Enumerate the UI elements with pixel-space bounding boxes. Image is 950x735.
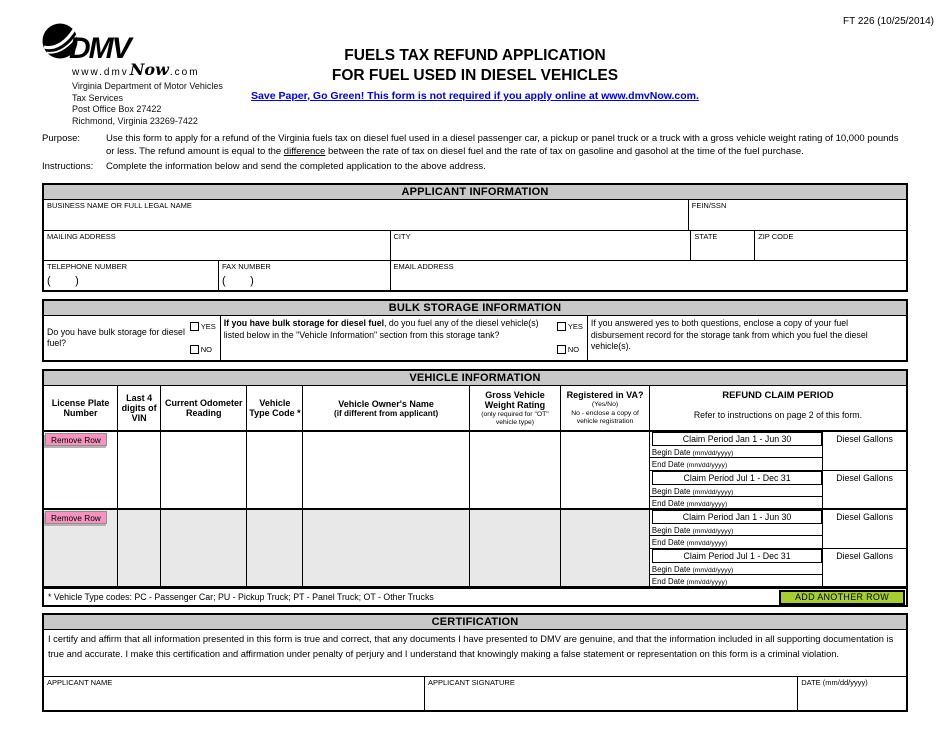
diesel-gallons-field-1a[interactable] xyxy=(822,432,906,471)
bulk-q2-no-label: NO xyxy=(567,344,580,354)
bulk-q1-checkboxes xyxy=(190,316,220,360)
registered-va-field-2[interactable] xyxy=(561,510,650,586)
bulk-question-1-text: Do you have bulk storage for diesel fuel? xyxy=(47,326,185,348)
odometer-field-2[interactable] xyxy=(161,510,247,586)
add-another-row-button[interactable]: ADD ANOTHER ROW xyxy=(779,590,905,605)
bulk-note-cell xyxy=(588,316,906,360)
address-line: Post Office Box 27422 xyxy=(72,104,162,114)
vehicle-row-2 xyxy=(44,508,906,586)
date-field[interactable] xyxy=(798,677,906,710)
date-format-hint: (mm/dd/yyyy) xyxy=(686,501,728,508)
city-field[interactable] xyxy=(391,231,692,260)
remove-row-button-1[interactable]: Remove Row xyxy=(45,433,107,446)
form-header xyxy=(42,20,908,124)
vin-field-2[interactable] xyxy=(118,510,161,586)
purpose-underlined-word: difference xyxy=(283,146,326,157)
claim-period-1-title: Claim Period Jan 1 - Jun 30 xyxy=(652,510,822,524)
end-date-label: End Date xyxy=(651,577,685,586)
diesel-gallons-field-1b[interactable] xyxy=(822,471,906,510)
telephone-field[interactable] xyxy=(44,261,219,290)
registered-header-main: Registered in VA? xyxy=(566,390,644,400)
license-plate-field-1[interactable] xyxy=(44,432,118,508)
purpose-paragraph xyxy=(42,132,908,158)
col-refund-claim-header xyxy=(650,386,906,430)
col-owner-name-header xyxy=(303,386,469,430)
bulk-storage-section xyxy=(42,299,908,362)
end-date-field-1b[interactable] xyxy=(650,497,822,510)
owner-name-field-1[interactable] xyxy=(303,432,469,508)
gvwr-field-1[interactable] xyxy=(470,432,561,508)
business-name-label: BUSINESS NAME OR FULL LEGAL NAME xyxy=(47,201,192,210)
date-format-hint: (mm/dd/yyyy) xyxy=(692,567,734,574)
agency-address xyxy=(42,81,257,127)
bulk-q2-rest-text: , do you fuel any of the diesel vehicle(s) listed below in the "Vehicle Information" section from this storage tank? xyxy=(223,318,539,340)
address-line: Virginia Department of Motor Vehicles xyxy=(72,81,223,91)
purpose-label: Purpose: xyxy=(42,133,81,144)
end-date-field-2a[interactable] xyxy=(650,536,822,549)
owner-header-sub: (if different from applicant) xyxy=(334,408,439,418)
begin-date-label: Begin Date xyxy=(651,565,691,574)
col-vin-header: Last 4 digits of VIN xyxy=(118,386,161,430)
end-date-label: End Date xyxy=(651,538,685,547)
mailing-address-label: MAILING ADDRESS xyxy=(47,232,116,241)
vehicle-type-field-2[interactable] xyxy=(247,510,303,586)
vehicle-row-1 xyxy=(44,430,906,508)
bulk-note-text: If you answered yes to both questions, enclose a copy of your fuel disbursement record for the storage tank from which you fuel the diesel vehicle(s). xyxy=(590,318,868,351)
instructions-text: Complete the information below and send the completed application to the above address. xyxy=(106,161,486,172)
form-number: FT 226 (10/25/2014) xyxy=(843,16,934,27)
dmv-logo-url xyxy=(42,60,257,79)
zip-code-label: ZIP CODE xyxy=(758,232,794,241)
gvwr-header-main: Gross Vehicle Weight Rating xyxy=(484,389,546,410)
bulk-q1-no-label: NO xyxy=(200,344,212,354)
bulk-q1-yes-label: YES xyxy=(200,322,216,331)
applicant-section-header: APPLICANT INFORMATION xyxy=(44,185,906,200)
business-name-field[interactable] xyxy=(44,200,689,230)
bulk-question-2-text xyxy=(221,316,557,360)
dmv-logo-mark xyxy=(42,26,257,64)
applicant-name-label: APPLICANT NAME xyxy=(47,678,113,687)
begin-date-field-1a[interactable] xyxy=(650,446,822,458)
apply-online-link[interactable]: Save Paper, Go Green! This form is not required if you apply online at www.dmvNow.com. xyxy=(251,90,699,102)
date-format-hint: (mm/dd/yyyy) xyxy=(692,528,734,535)
diesel-gallons-label: Diesel Gallons xyxy=(836,473,893,483)
registered-header-sub2: No - enclose a copy of vehicle registration xyxy=(571,410,639,425)
bulk-q2-checkboxes xyxy=(557,316,587,360)
applicant-signature-field[interactable] xyxy=(425,677,798,710)
form-title-line1: FUELS TAX REFUND APPLICATION xyxy=(344,47,606,64)
end-date-label: End Date xyxy=(651,460,685,469)
fein-ssn-field[interactable] xyxy=(689,200,906,230)
instructions-label: Instructions: xyxy=(42,161,94,172)
applicant-name-field[interactable] xyxy=(44,677,425,710)
date-format-hint: (mm/dd/yyyy) xyxy=(686,540,728,547)
logo-url-now: Now xyxy=(129,60,169,79)
gvwr-header-sub: (only required for "OT" vehicle type) xyxy=(481,410,549,426)
remove-row-button-2[interactable]: Remove Row xyxy=(45,511,107,524)
mailing-address-field[interactable] xyxy=(44,231,391,260)
owner-name-field-2[interactable] xyxy=(303,510,469,586)
col-gvwr-header xyxy=(470,386,561,430)
begin-date-field-2b[interactable] xyxy=(650,563,822,575)
vehicle-information-section xyxy=(42,369,908,607)
state-label: STATE xyxy=(694,232,718,241)
email-label: EMAIL ADDRESS xyxy=(393,262,454,271)
certification-statement: I certify and affirm that all information presented in this form is true and correct, that any documents I have presented to DMV are genuine, and that the information included in all supporting documentation is true and accurate. I make this certification and affirmation under penalty of perjury and I understand that knowingly making a false statement or representation on this form is a criminal violation. xyxy=(48,634,894,659)
date-format-hint: (mm/dd/yyyy) xyxy=(686,462,728,469)
address-line: Tax Services xyxy=(72,92,124,103)
bulk-q2-bold-text: If you have bulk storage for diesel fuel xyxy=(223,318,385,328)
bulk-q2-no-checkbox[interactable] xyxy=(557,345,566,354)
date-format-hint: (mm/dd/yyyy) xyxy=(692,489,734,496)
col-registered-header xyxy=(561,386,650,430)
vehicle-type-codes-footnote: * Vehicle Type codes: PC - Passenger Car; PU - Pickup Truck; PT - Panel Truck; OT - Other Trucks xyxy=(48,592,434,602)
vehicle-table-header-row xyxy=(44,386,906,430)
vehicle-section-header: VEHICLE INFORMATION xyxy=(44,371,906,386)
instructions-paragraph xyxy=(42,160,908,173)
license-plate-field-2[interactable] xyxy=(44,510,118,586)
certification-section-header: CERTIFICATION xyxy=(44,615,906,630)
address-line: Richmond, Virginia 23269-7422 xyxy=(72,115,198,126)
col-license-plate-header: License Plate Number xyxy=(44,386,118,430)
logo-url-post: .com xyxy=(169,67,200,78)
purpose-text-after: between the rate of tax on diesel fuel and the rate of tax on gasoline and gasohol at the time of the fuel purchase. xyxy=(325,146,804,157)
begin-date-field-2a[interactable] xyxy=(650,524,822,536)
end-date-label: End Date xyxy=(651,499,685,508)
vehicle-table-footer xyxy=(44,586,906,605)
applicant-signature-label: APPLICANT SIGNATURE xyxy=(428,678,515,687)
vehicle-type-field-1[interactable] xyxy=(247,432,303,508)
end-date-field-2b[interactable] xyxy=(650,575,822,588)
dmv-logo xyxy=(42,26,257,127)
claim-period-1-title: Claim Period Jan 1 - Jun 30 xyxy=(652,432,822,446)
bulk-section-header: BULK STORAGE INFORMATION xyxy=(44,301,906,316)
refund-header-sub: Refer to instructions on page 2 of this form. xyxy=(693,410,863,420)
bulk-q1-no-checkbox[interactable] xyxy=(190,345,199,354)
refund-header-main: REFUND CLAIM PERIOD xyxy=(722,390,834,401)
end-date-field-1a[interactable] xyxy=(650,458,822,471)
purpose-text-before: Use this form to apply for a refund of the Virginia fuels tax on diesel fuel used in a diesel passenger car, a pickup or panel truck or a truck with a gross vehicle weight rating of 10,000 pounds or less. The refund amount is equal to the xyxy=(106,133,899,157)
fax-field[interactable] xyxy=(219,261,391,290)
odometer-field-1[interactable] xyxy=(161,432,247,508)
bulk-q1-yes-checkbox[interactable] xyxy=(190,322,199,331)
diesel-gallons-field-2a[interactable] xyxy=(822,510,906,549)
bulk-q2-yes-label: YES xyxy=(567,322,583,331)
fax-area-code-parens: ( ) xyxy=(221,275,254,287)
dmv-logo-text: DMV xyxy=(69,32,130,65)
zip-code-field[interactable] xyxy=(755,231,906,260)
date-format-hint: (mm/dd/yyyy) xyxy=(692,450,734,457)
purpose-text xyxy=(106,132,908,158)
begin-date-label: Begin Date xyxy=(651,526,691,535)
refund-claim-area-1 xyxy=(650,432,906,508)
refund-claim-area-2 xyxy=(650,510,906,586)
telephone-area-code-parens: ( ) xyxy=(47,275,79,287)
claim-period-2-title: Claim Period Jul 1 - Dec 31 xyxy=(652,471,822,485)
claim-period-2-title: Claim Period Jul 1 - Dec 31 xyxy=(652,549,822,563)
diesel-gallons-label: Diesel Gallons xyxy=(836,551,893,561)
diesel-gallons-label: Diesel Gallons xyxy=(836,434,893,444)
city-label: CITY xyxy=(393,232,411,241)
fax-label: FAX NUMBER xyxy=(221,262,271,271)
fein-ssn-label: FEIN/SSN xyxy=(691,201,727,210)
diesel-gallons-field-2b[interactable] xyxy=(822,549,906,588)
email-field[interactable] xyxy=(391,261,906,290)
form-title-line2: FOR FUEL USED IN DIESEL VEHICLES xyxy=(331,67,619,84)
bulk-question-1-cell xyxy=(44,316,221,360)
registered-header-sub1: (Yes/No) xyxy=(591,401,619,408)
telephone-label: TELEPHONE NUMBER xyxy=(47,262,128,271)
certification-section xyxy=(42,613,908,712)
begin-date-label: Begin Date xyxy=(651,487,691,496)
logo-url-pre: www.dmv xyxy=(72,67,129,78)
gvwr-field-2[interactable] xyxy=(470,510,561,586)
bulk-q2-yes-checkbox[interactable] xyxy=(557,322,566,331)
applicant-information-section xyxy=(42,183,908,292)
vin-field-1[interactable] xyxy=(118,432,161,508)
registered-va-field-1[interactable] xyxy=(561,432,650,508)
owner-header-main: Vehicle Owner's Name xyxy=(338,398,434,409)
date-label: DATE (mm/dd/yyyy) xyxy=(801,678,868,687)
state-field[interactable] xyxy=(691,231,755,260)
begin-date-label: Begin Date xyxy=(651,448,691,457)
col-odometer-header: Current Odometer Reading xyxy=(161,386,247,430)
diesel-gallons-label: Diesel Gallons xyxy=(836,512,893,522)
col-vehicle-type-header: Vehicle Type Code * xyxy=(247,386,303,430)
date-format-hint: (mm/dd/yyyy) xyxy=(686,579,728,586)
begin-date-field-1b[interactable] xyxy=(650,485,822,497)
bulk-question-2-cell xyxy=(221,316,588,360)
